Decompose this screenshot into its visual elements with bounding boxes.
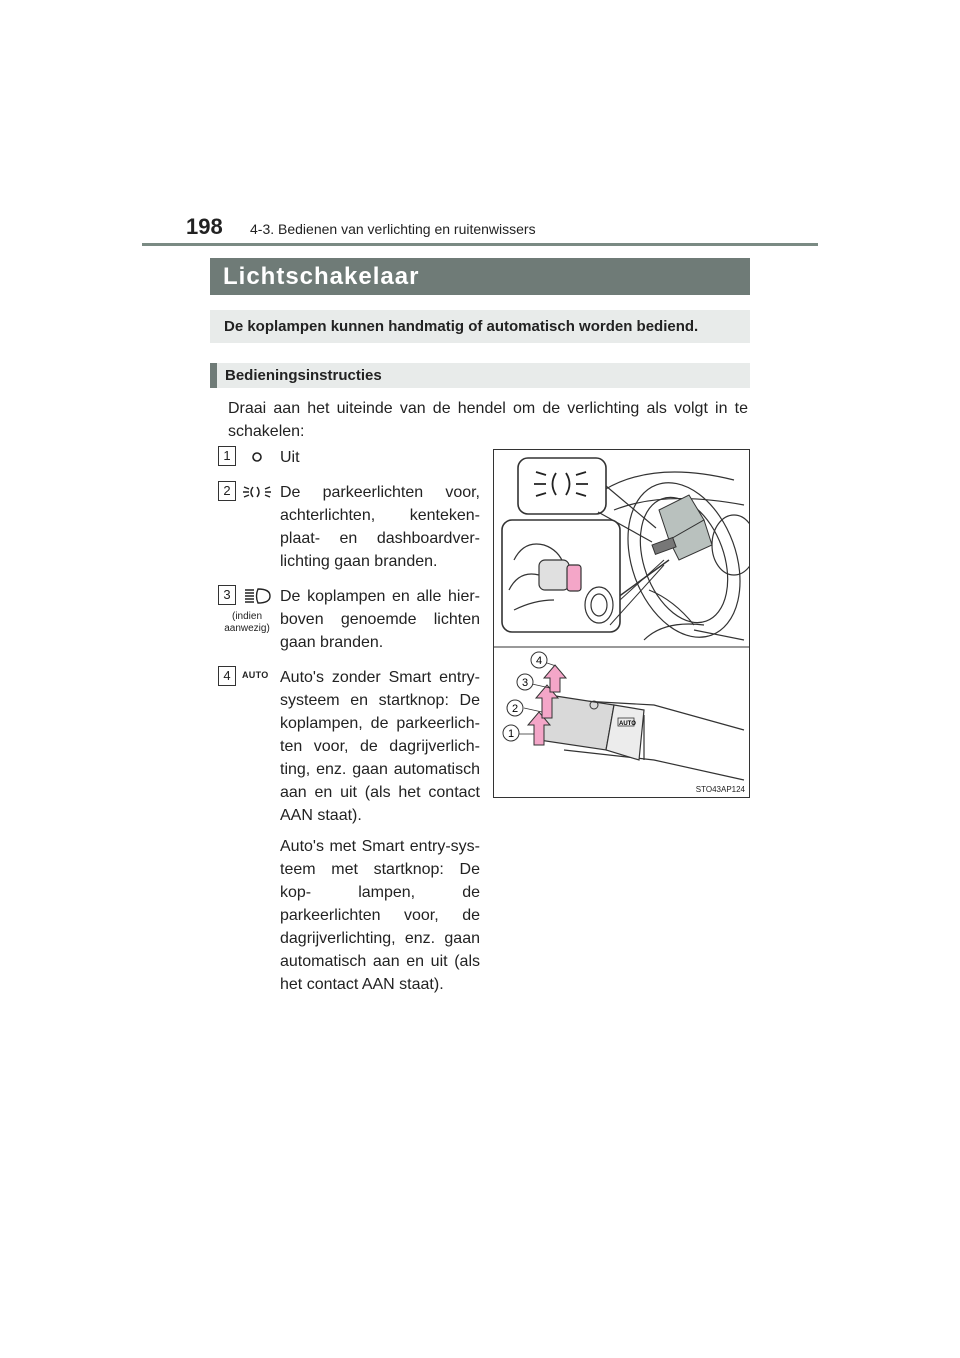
item-text: De parkeerlichten voor, achterlichten, kenteken- plaat- en dashboardver- lichting gaan branden. bbox=[280, 484, 480, 570]
list-item bbox=[218, 585, 480, 654]
item-number: 3 bbox=[218, 585, 236, 605]
parking-lights-icon bbox=[242, 481, 272, 503]
switch-auto-label: AUTO bbox=[619, 721, 636, 727]
headlight-icon bbox=[242, 585, 272, 607]
main-heading: Lichtschakelaar bbox=[210, 258, 750, 295]
callout-1: 1 bbox=[507, 728, 515, 740]
list-item bbox=[218, 481, 480, 573]
section-title: 4-3. Bedienen van verlichting en ruitenwissers bbox=[250, 221, 536, 237]
item-text: De koplampen en alle hier- boven genoemde lichten gaan branden. bbox=[280, 588, 480, 651]
list-item bbox=[218, 666, 480, 996]
header-rule bbox=[142, 243, 818, 246]
callout-4: 4 bbox=[535, 655, 543, 667]
callout-2: 2 bbox=[511, 703, 519, 715]
item-list bbox=[218, 446, 480, 1008]
light-switch-illustration bbox=[493, 449, 750, 798]
item-number: 2 bbox=[218, 481, 236, 501]
item-text: Auto's zonder Smart entry- systeem en startknop: De koplampen, de parkeerlich- ten voor, de dagrijverlich- ting, enz. gaan automatisch aan en uit (als het contact AAN staat). Auto's met Smart entry-sys- teem met startknop: De kop- lampen, de parkeerlichten voor, de dagrijverlichting, enz. gaan automatisch aan en uit (als het contact AAN staat). bbox=[280, 669, 480, 993]
item-number: 4 bbox=[218, 666, 236, 686]
intro-banner: De koplampen kunnen handmatig of automatisch worden bediend. bbox=[210, 310, 750, 343]
off-icon bbox=[242, 446, 272, 468]
item-number: 1 bbox=[218, 446, 236, 466]
auto-icon: AUTO bbox=[242, 670, 269, 680]
availability-note: (indien aanwezig) bbox=[224, 611, 270, 634]
illustration-drawing bbox=[494, 450, 749, 797]
subheading: Bedieningsinstructies bbox=[210, 363, 750, 388]
figure-code: STO43AP124 bbox=[695, 785, 745, 794]
body-paragraph: Draai aan het uiteinde van de hendel om de verlichting als volgt in te schakelen: bbox=[228, 400, 748, 440]
callout-3: 3 bbox=[521, 677, 529, 689]
page-number: 198 bbox=[186, 214, 223, 239]
item-text: Uit bbox=[280, 449, 300, 466]
list-item bbox=[218, 446, 480, 469]
